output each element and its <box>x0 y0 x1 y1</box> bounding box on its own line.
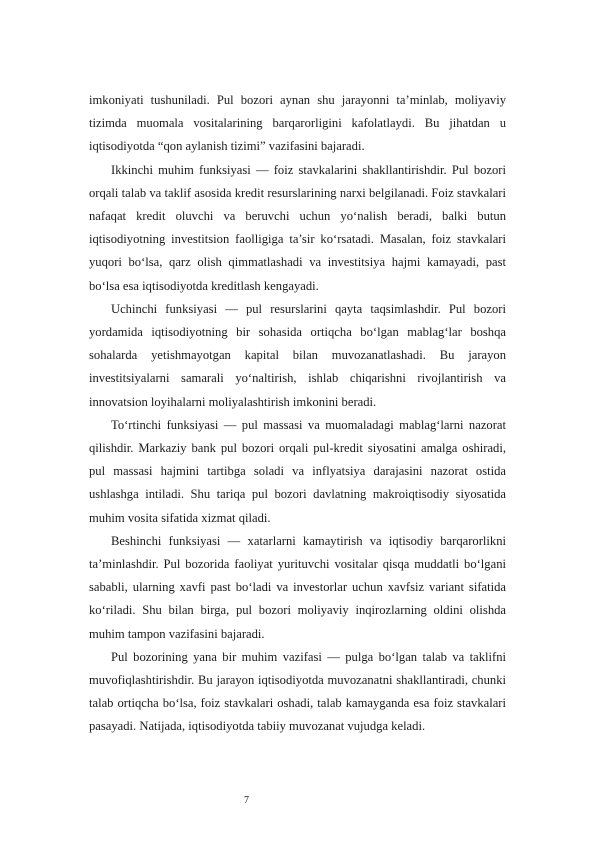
body-text <box>89 89 506 739</box>
paragraph-fourth-function: To‘rtinchi funksiyasi — pul massasi va muomaladagi mablag‘larni nazorat qilishdir. Markaziy bank pul bozori orqali pul-kredit siyosatini amalga oshiradi, pul massasi hajmini tartibga soladi va inflyatsiya darajasini nazorat ostida ushlashga intiladi. Shu tariqa pul bozori davlatning makroiqtisodiy siyosatida muhim vosita sifatida xizmat qiladi. <box>89 417 506 525</box>
paragraph-fifth-function: Beshinchi funksiyasi — xatarlarni kamaytirish va iqtisodiy barqarorlikni ta’minlashdir. Pul bozorida faoliyat yurituvchi vositalar qisqa muddatli bo‘lgani sababli, ularning xavfi past bo‘ladi va investorlar uchun xavfsiz variant sifatida ko‘riladi. Shu bilan birga, pul bozori moliyaviy inqirozlarning oldini olishda muhim tampon vazifasini bajaradi. <box>89 533 506 641</box>
paragraph-second-function: Ikkinchi muhim funksiyasi — foiz stavkalarini shakllantirishdir. Pul bozori orqali talab va taklif asosida kredit resurslarining narxi belgilanadi. Foiz stavkalari nafaqat kredit oluvchi va beruvchi uchun yo‘nalish beradi, balki butun iqtisodiyotning investitsion faolligiga ta’sir ko‘rsatadi. Masalan, foiz stavkalari yuqori bo‘lsa, qarz olish qimmatlashadi va investitsiya hajmi kamayadi, past bo‘lsa esa iqtisodiyotda kreditlash kengayadi. <box>89 162 506 293</box>
paragraph-third-function: Uchinchi funksiyasi — pul resurslarini qayta taqsimlashdir. Pul bozori yordamida iqtisodiyotning bir sohasida ortiqcha bo‘lgan mablag‘lar boshqa sohalarda yetishmayotgan kapital bilan muvozanatlashadi. Bu jarayon investitsiyalarni samarali yo‘naltirish, ishlab chiqarishni rivojlantirish va innovatsion loyihalarni moliyalashtirish imkonini beradi. <box>89 301 506 409</box>
paragraph-continuation: imkoniyati tushuniladi. Pul bozori aynan shu jarayonni ta’minlab, moliyaviy tizimda muomala vositalarining barqarorligini kafolatlaydi. Bu jihatdan u iqtisodiyotda “qon aylanish tizimi” vazifasini bajaradi. <box>89 93 506 154</box>
page-number: 7 <box>244 795 249 806</box>
paragraph-additional-function: Pul bozorining yana bir muhim vazifasi — pulga bo‘lgan talab va taklifni muvofiqlashtirishdir. Bu jarayon iqtisodiyotda muvozanatni shakllantiradi, chunki talab ortiqcha bo‘lsa, foiz stavkalari oshadi, talab kamayganda esa foiz stavkalari pasayadi. Natijada, iqtisodiyotda tabiiy muvozanat vujudga keladi. <box>89 649 506 734</box>
